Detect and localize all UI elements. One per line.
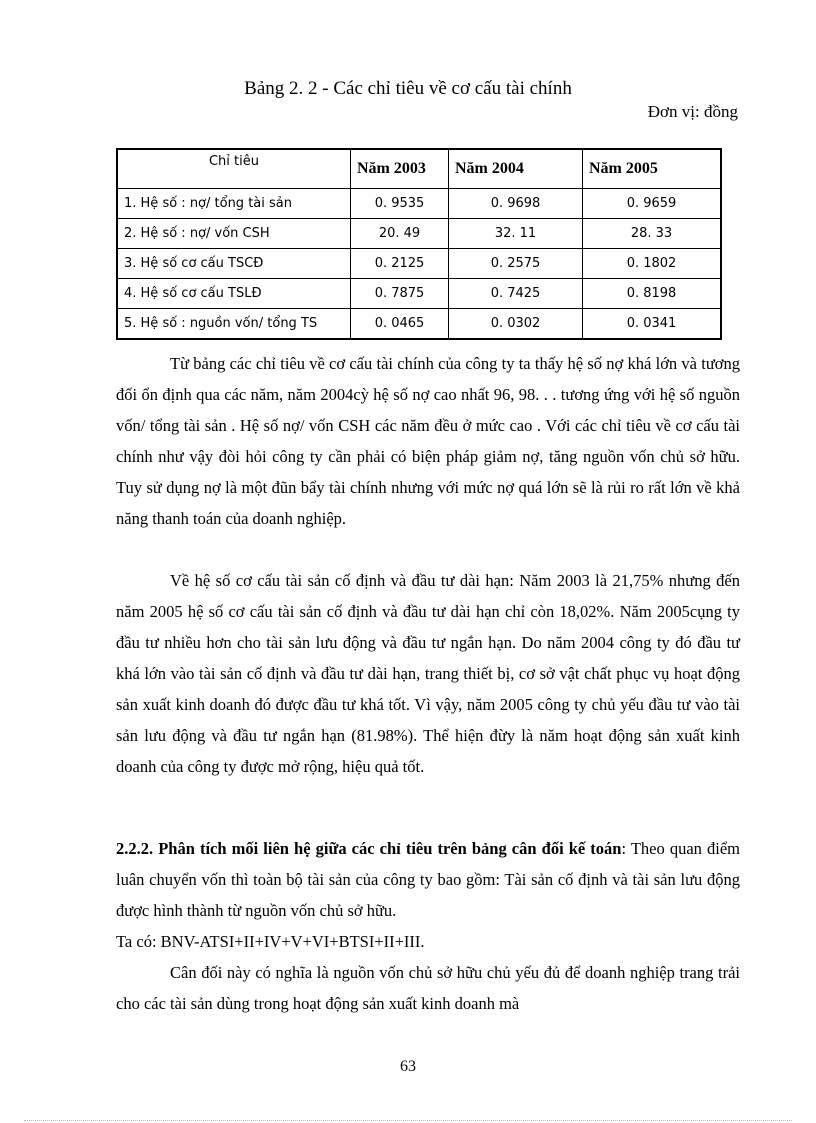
row-label: 5. Hệ số : nguồn vốn/ tổng TS — [117, 309, 351, 340]
table-title: Bảng 2. 2 - Các chỉ tiêu về cơ cấu tài chính — [244, 78, 572, 99]
cell-2004: 0. 9698 — [449, 189, 583, 219]
header-indicator: Chỉ tiêu — [117, 149, 351, 189]
cell-2005: 0. 0341 — [583, 309, 722, 340]
section-heading: 2.2.2. Phân tích mối liên hệ giữa các chỉ tiêu trên bảng cân đối kế toán — [116, 839, 622, 858]
unit-label: Đơn vị: đồng — [647, 102, 738, 121]
page-number: 63 — [400, 1058, 416, 1075]
cell-2004: 0. 2575 — [449, 249, 583, 279]
footer-divider — [24, 1120, 792, 1121]
paragraph-balance: Cân đối này có nghĩa là nguồn vốn chủ sở hữu chủ yếu đủ để doanh nghiệp trang trải cho các tài sản dùng trong hoạt động sản xuất kinh doanh mà — [116, 963, 740, 1013]
paragraph-section-2-2-2 — [116, 833, 740, 926]
cell-2005: 0. 1802 — [583, 249, 722, 279]
paragraph-debt-ratio: Từ bảng các chỉ tiêu về cơ cấu tài chính của công ty ta thấy hệ số nợ khá lớn và tương đối ổn định qua các năm, năm 2004cỳ hệ số nợ cao nhất 96, 98. . . tương ứng với hệ số nguồn vốn/ tổng tài sản . Hệ số nợ/ vốn CSH các năm đều ở mức cao . Với các chỉ tiêu về cơ cấu tài chính như vậy đòi hỏi công ty cần phải có biện pháp giảm nợ, tăng nguồn vốn chủ sở hữu. Tuy sử dụng nợ là một đũn bẩy tài chính nhưng với mức nợ quá lớn sẽ là rủi ro rất lớn về khả năng thanh toán của doanh nghiệp. — [116, 354, 740, 528]
paragraph-fixed-assets: Về hệ số cơ cấu tài sản cố định và đầu tư dài hạn: Năm 2003 là 21,75% nhưng đến năm 2005 hệ số cơ cấu tài sản cố định và đầu tư dài hạn chỉ còn 18,02%. Năm 2005cụng ty đầu tư nhiều hơn cho tài sản lưu động và đầu tư ngắn hạn. Do năm 2004 công ty đó đầu tư khá lớn vào tài sản cố định và đầu tư dài hạn, trang thiết bị, cơ sở vật chất phục vụ hoạt động sản xuất kinh doanh đó được đầu tư khá tốt. Vì vậy, năm 2005 công ty chủ yếu đầu tư vào tài sản lưu động và đầu tư ngắn hạn (81.98%). Thể hiện đừy là năm hoạt động sản xuất kinh doanh của công ty được mở rộng, hiệu quả tốt. — [116, 571, 740, 776]
header-2005: Năm 2005 — [583, 149, 722, 189]
cell-2003: 0. 2125 — [351, 249, 449, 279]
cell-2003: 0. 7875 — [351, 279, 449, 309]
table-row — [117, 279, 721, 309]
paragraph-formula: Ta có: BNV-ATSI+II+IV+V+VI+BTSI+II+III. — [116, 932, 425, 951]
cell-2005: 0. 9659 — [583, 189, 722, 219]
cell-2005: 0. 8198 — [583, 279, 722, 309]
table-row — [117, 189, 721, 219]
row-label: 1. Hệ số : nợ/ tổng tài sản — [117, 189, 351, 219]
cell-2003: 0. 0465 — [351, 309, 449, 340]
row-label: 4. Hệ số cơ cấu TSLĐ — [117, 279, 351, 309]
table-header-row — [117, 149, 721, 189]
cell-2003: 20. 49 — [351, 219, 449, 249]
row-label: 2. Hệ số : nợ/ vốn CSH — [117, 219, 351, 249]
table-row — [117, 249, 721, 279]
financial-structure-table — [116, 148, 722, 340]
header-2003: Năm 2003 — [351, 149, 449, 189]
cell-2004: 32. 11 — [449, 219, 583, 249]
cell-2003: 0. 9535 — [351, 189, 449, 219]
table-row — [117, 219, 721, 249]
cell-2005: 28. 33 — [583, 219, 722, 249]
cell-2004: 0. 7425 — [449, 279, 583, 309]
section-text: : Theo quan điểm luân chuyển vốn thì toàn bộ tài sản của công ty bao gồm: Tài sản cố định và tài sản lưu động được hình thành từ nguồn vốn chủ sở hữu. — [116, 839, 740, 920]
header-2004: Năm 2004 — [449, 149, 583, 189]
row-label: 3. Hệ số cơ cấu TSCĐ — [117, 249, 351, 279]
cell-2004: 0. 0302 — [449, 309, 583, 340]
table-row — [117, 309, 721, 340]
